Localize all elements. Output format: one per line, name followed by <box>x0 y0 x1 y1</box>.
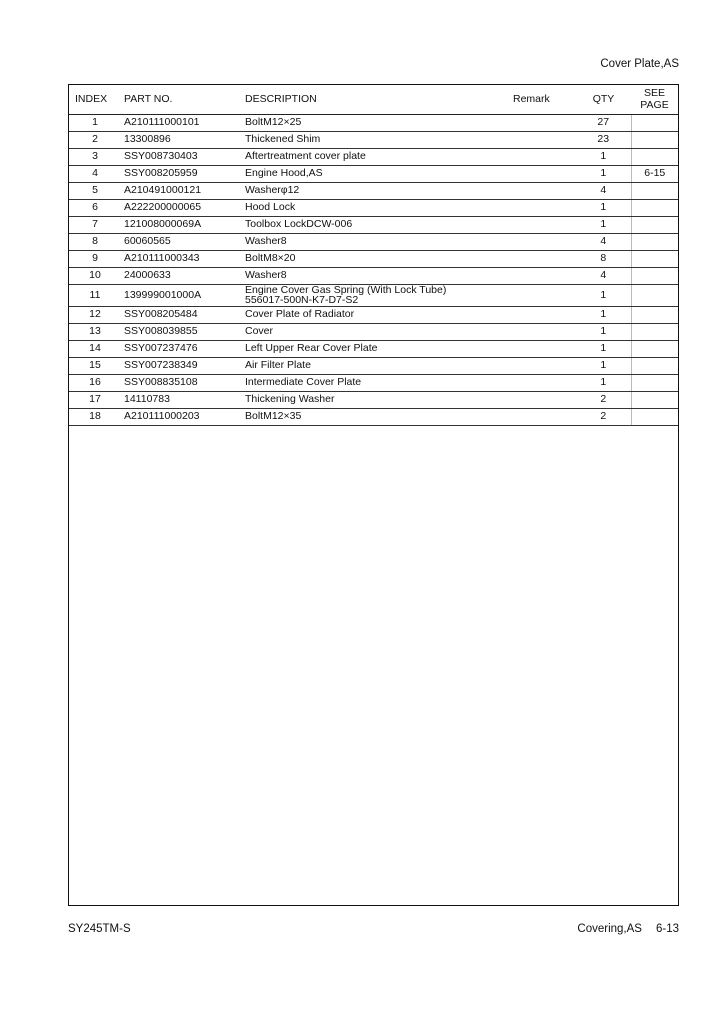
row-remark <box>507 284 576 306</box>
header-page-label: PAGE <box>640 99 669 112</box>
row-description: Air Filter Plate <box>245 357 507 374</box>
row-index: 3 <box>69 148 121 165</box>
row-description: Washer8 <box>245 267 507 284</box>
row-index: 2 <box>69 131 121 148</box>
row-qty: 23 <box>576 131 631 148</box>
header-description: DESCRIPTION <box>245 85 507 114</box>
header-qty: QTY <box>576 85 631 114</box>
row-see-page <box>631 391 678 408</box>
row-see-page: 6-15 <box>631 165 678 182</box>
row-index: 5 <box>69 182 121 199</box>
row-qty: 1 <box>576 374 631 391</box>
footer-page-number: 6-13 <box>655 923 679 935</box>
row-part-no: A210111000203 <box>121 408 245 425</box>
footer-right <box>577 923 679 935</box>
row-see-page <box>631 408 678 425</box>
row-part-no: 60060565 <box>121 233 245 250</box>
row-see-page <box>631 233 678 250</box>
row-remark <box>507 131 576 148</box>
header-see-page <box>631 85 678 114</box>
table-row <box>69 148 678 165</box>
row-description: Hood Lock <box>245 199 507 216</box>
row-index: 17 <box>69 391 121 408</box>
row-part-no: SSY008835108 <box>121 374 245 391</box>
row-see-page <box>631 306 678 323</box>
row-part-no: A210491000121 <box>121 182 245 199</box>
table-row <box>69 408 678 425</box>
row-see-page <box>631 131 678 148</box>
row-index: 4 <box>69 165 121 182</box>
footer-section: Covering,AS <box>577 923 642 935</box>
footer-model: SY245TM-S <box>68 923 131 935</box>
row-description: Washer8 <box>245 233 507 250</box>
table-row <box>69 199 678 216</box>
row-qty: 27 <box>576 114 631 131</box>
table-row <box>69 165 678 182</box>
row-index: 7 <box>69 216 121 233</box>
row-qty: 1 <box>576 340 631 357</box>
row-part-no: 139999001000A <box>121 284 245 306</box>
row-part-no: 24000633 <box>121 267 245 284</box>
row-see-page <box>631 284 678 306</box>
row-qty: 8 <box>576 250 631 267</box>
row-part-no: A210111000343 <box>121 250 245 267</box>
row-remark <box>507 165 576 182</box>
row-see-page <box>631 357 678 374</box>
row-remark <box>507 267 576 284</box>
parts-list-frame <box>68 84 679 906</box>
table-header-row <box>69 85 678 114</box>
row-part-no: SSY008730403 <box>121 148 245 165</box>
row-see-page <box>631 199 678 216</box>
table-row <box>69 284 678 306</box>
row-index: 6 <box>69 199 121 216</box>
table-row <box>69 323 678 340</box>
page-title: Cover Plate,AS <box>600 58 679 70</box>
row-description-line-2: 556017-500N-K7-D7-S2 <box>245 294 359 306</box>
row-part-no: SSY008205484 <box>121 306 245 323</box>
row-part-no: A210111000101 <box>121 114 245 131</box>
row-description: Aftertreatment cover plate <box>245 148 507 165</box>
header-see-label: SEE <box>643 87 665 100</box>
parts-table <box>69 85 678 426</box>
row-description: Cover Plate of Radiator <box>245 306 507 323</box>
row-description <box>245 284 507 306</box>
table-row <box>69 216 678 233</box>
row-index: 9 <box>69 250 121 267</box>
row-qty: 1 <box>576 306 631 323</box>
row-description: Left Upper Rear Cover Plate <box>245 340 507 357</box>
table-row <box>69 391 678 408</box>
row-description: BoltM12×25 <box>245 114 507 131</box>
row-remark <box>507 408 576 425</box>
row-see-page <box>631 323 678 340</box>
row-see-page <box>631 340 678 357</box>
row-index: 14 <box>69 340 121 357</box>
row-description: Washerφ12 <box>245 182 507 199</box>
row-description-line-1: Engine Cover Gas Spring (With Lock Tube) <box>245 283 447 296</box>
row-remark <box>507 357 576 374</box>
row-index: 13 <box>69 323 121 340</box>
table-row <box>69 340 678 357</box>
row-remark <box>507 148 576 165</box>
header-index: INDEX <box>69 85 121 114</box>
header-remark: Remark <box>507 85 576 114</box>
row-qty: 4 <box>576 233 631 250</box>
table-row <box>69 131 678 148</box>
row-see-page <box>631 148 678 165</box>
row-qty: 4 <box>576 182 631 199</box>
row-remark <box>507 340 576 357</box>
row-qty: 1 <box>576 323 631 340</box>
row-description: Engine Hood,AS <box>245 165 507 182</box>
row-remark <box>507 182 576 199</box>
row-remark <box>507 250 576 267</box>
row-qty: 1 <box>576 199 631 216</box>
row-remark <box>507 216 576 233</box>
table-row <box>69 357 678 374</box>
row-qty: 1 <box>576 148 631 165</box>
row-index: 1 <box>69 114 121 131</box>
row-remark <box>507 323 576 340</box>
row-qty: 1 <box>576 165 631 182</box>
row-part-no: 121008000069A <box>121 216 245 233</box>
row-remark <box>507 374 576 391</box>
row-description: Cover <box>245 323 507 340</box>
table-row <box>69 233 678 250</box>
row-remark <box>507 391 576 408</box>
row-index: 10 <box>69 267 121 284</box>
row-description: Intermediate Cover Plate <box>245 374 507 391</box>
row-see-page <box>631 114 678 131</box>
row-see-page <box>631 267 678 284</box>
row-qty: 2 <box>576 391 631 408</box>
row-part-no: SSY008039855 <box>121 323 245 340</box>
table-row <box>69 306 678 323</box>
row-part-no: SSY007237476 <box>121 340 245 357</box>
row-see-page <box>631 182 678 199</box>
row-remark <box>507 233 576 250</box>
table-row <box>69 182 678 199</box>
row-description: Toolbox LockDCW-006 <box>245 216 507 233</box>
row-qty: 1 <box>576 284 631 306</box>
row-see-page <box>631 374 678 391</box>
row-part-no: SSY007238349 <box>121 357 245 374</box>
row-qty: 1 <box>576 216 631 233</box>
table-row <box>69 114 678 131</box>
row-see-page <box>631 250 678 267</box>
table-row <box>69 250 678 267</box>
table-row <box>69 374 678 391</box>
table-row <box>69 267 678 284</box>
row-part-no: 13300896 <box>121 131 245 148</box>
row-part-no: SSY008205959 <box>121 165 245 182</box>
row-index: 11 <box>69 284 121 306</box>
row-description: Thickening Washer <box>245 391 507 408</box>
header-part-no: PART NO. <box>121 85 245 114</box>
row-qty: 2 <box>576 408 631 425</box>
row-index: 18 <box>69 408 121 425</box>
row-index: 15 <box>69 357 121 374</box>
row-qty: 4 <box>576 267 631 284</box>
row-description: Thickened Shim <box>245 131 507 148</box>
row-part-no: A222200000065 <box>121 199 245 216</box>
row-description: BoltM8×20 <box>245 250 507 267</box>
row-index: 16 <box>69 374 121 391</box>
row-remark <box>507 306 576 323</box>
row-remark <box>507 199 576 216</box>
row-description: BoltM12×35 <box>245 408 507 425</box>
row-index: 12 <box>69 306 121 323</box>
row-qty: 1 <box>576 357 631 374</box>
row-see-page <box>631 216 678 233</box>
row-index: 8 <box>69 233 121 250</box>
row-remark <box>507 114 576 131</box>
row-part-no: 14110783 <box>121 391 245 408</box>
